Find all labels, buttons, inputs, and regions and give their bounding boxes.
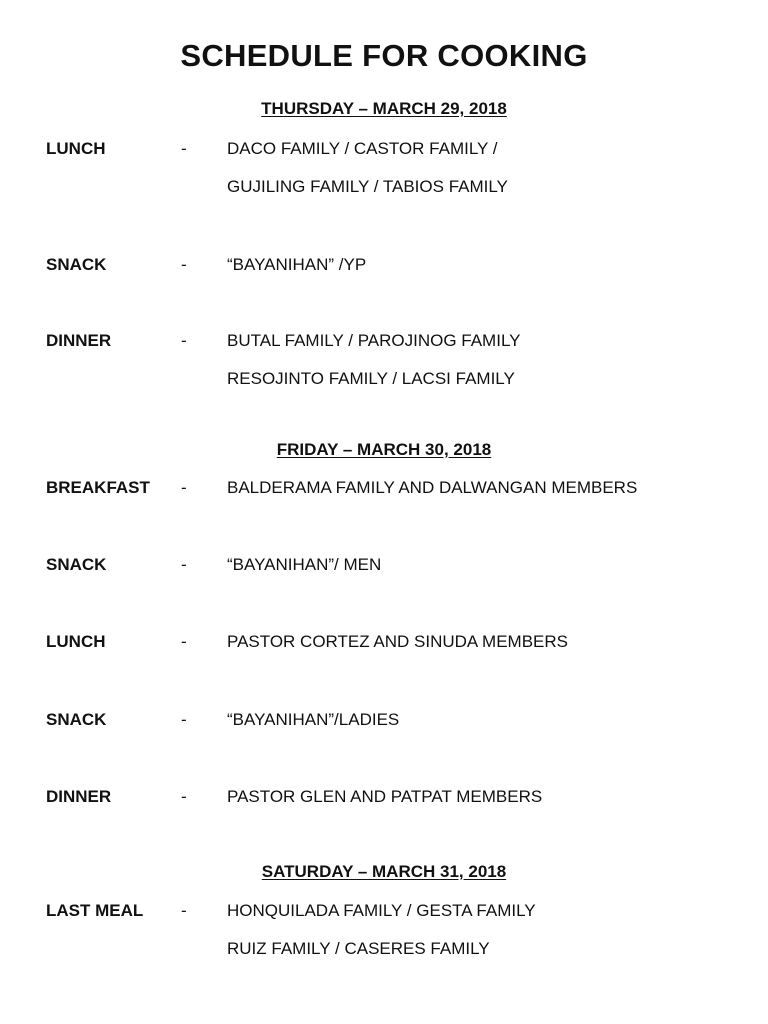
assignment-line: “BAYANIHAN”/LADIES	[227, 710, 400, 729]
meal-label-last-meal: LAST MEAL	[46, 901, 144, 920]
day-heading-thursday: THURSDAY – MARCH 29, 2018	[261, 99, 507, 118]
meal-label-breakfast: BREAKFAST	[46, 478, 150, 497]
assignment-line: HONQUILADA FAMILY / GESTA FAMILY	[227, 901, 536, 920]
meal-label-dinner: DINNER	[46, 331, 112, 350]
separator-dash: -	[181, 139, 187, 158]
separator-dash: -	[181, 331, 187, 350]
assignment-line: RESOJINTO FAMILY / LACSI FAMILY	[227, 369, 515, 388]
assignment-line: “BAYANIHAN” /YP	[227, 255, 367, 274]
assignment-line: DACO FAMILY / CASTOR FAMILY /	[227, 139, 498, 158]
separator-dash: -	[181, 632, 187, 651]
separator-dash: -	[181, 787, 187, 806]
meal-label-lunch: LUNCH	[46, 139, 106, 158]
day-heading-friday: FRIDAY – MARCH 30, 2018	[276, 440, 492, 459]
document-title: SCHEDULE FOR COOKING	[180, 38, 588, 73]
separator-dash: -	[181, 710, 187, 729]
assignment-line: RUIZ FAMILY / CASERES FAMILY	[227, 939, 490, 958]
assignment-line: PASTOR GLEN AND PATPAT MEMBERS	[227, 787, 543, 806]
meal-label-snack: SNACK	[46, 710, 107, 729]
assignment-line: BALDERAMA FAMILY AND DALWANGAN MEMBERS	[227, 478, 638, 497]
assignment-line: BUTAL FAMILY / PAROJINOG FAMILY	[227, 331, 521, 350]
day-heading-saturday: SATURDAY – MARCH 31, 2018	[261, 862, 507, 881]
meal-label-lunch: LUNCH	[46, 632, 106, 651]
meal-label-snack: SNACK	[46, 555, 107, 574]
assignment-line: “BAYANIHAN”/ MEN	[227, 555, 382, 574]
meal-label-snack: SNACK	[46, 255, 107, 274]
assignment-line: PASTOR CORTEZ AND SINUDA MEMBERS	[227, 632, 569, 651]
meal-label-dinner: DINNER	[46, 787, 112, 806]
separator-dash: -	[181, 255, 187, 274]
separator-dash: -	[181, 478, 187, 497]
separator-dash: -	[181, 901, 187, 920]
separator-dash: -	[181, 555, 187, 574]
assignment-line: GUJILING FAMILY / TABIOS FAMILY	[227, 177, 508, 196]
